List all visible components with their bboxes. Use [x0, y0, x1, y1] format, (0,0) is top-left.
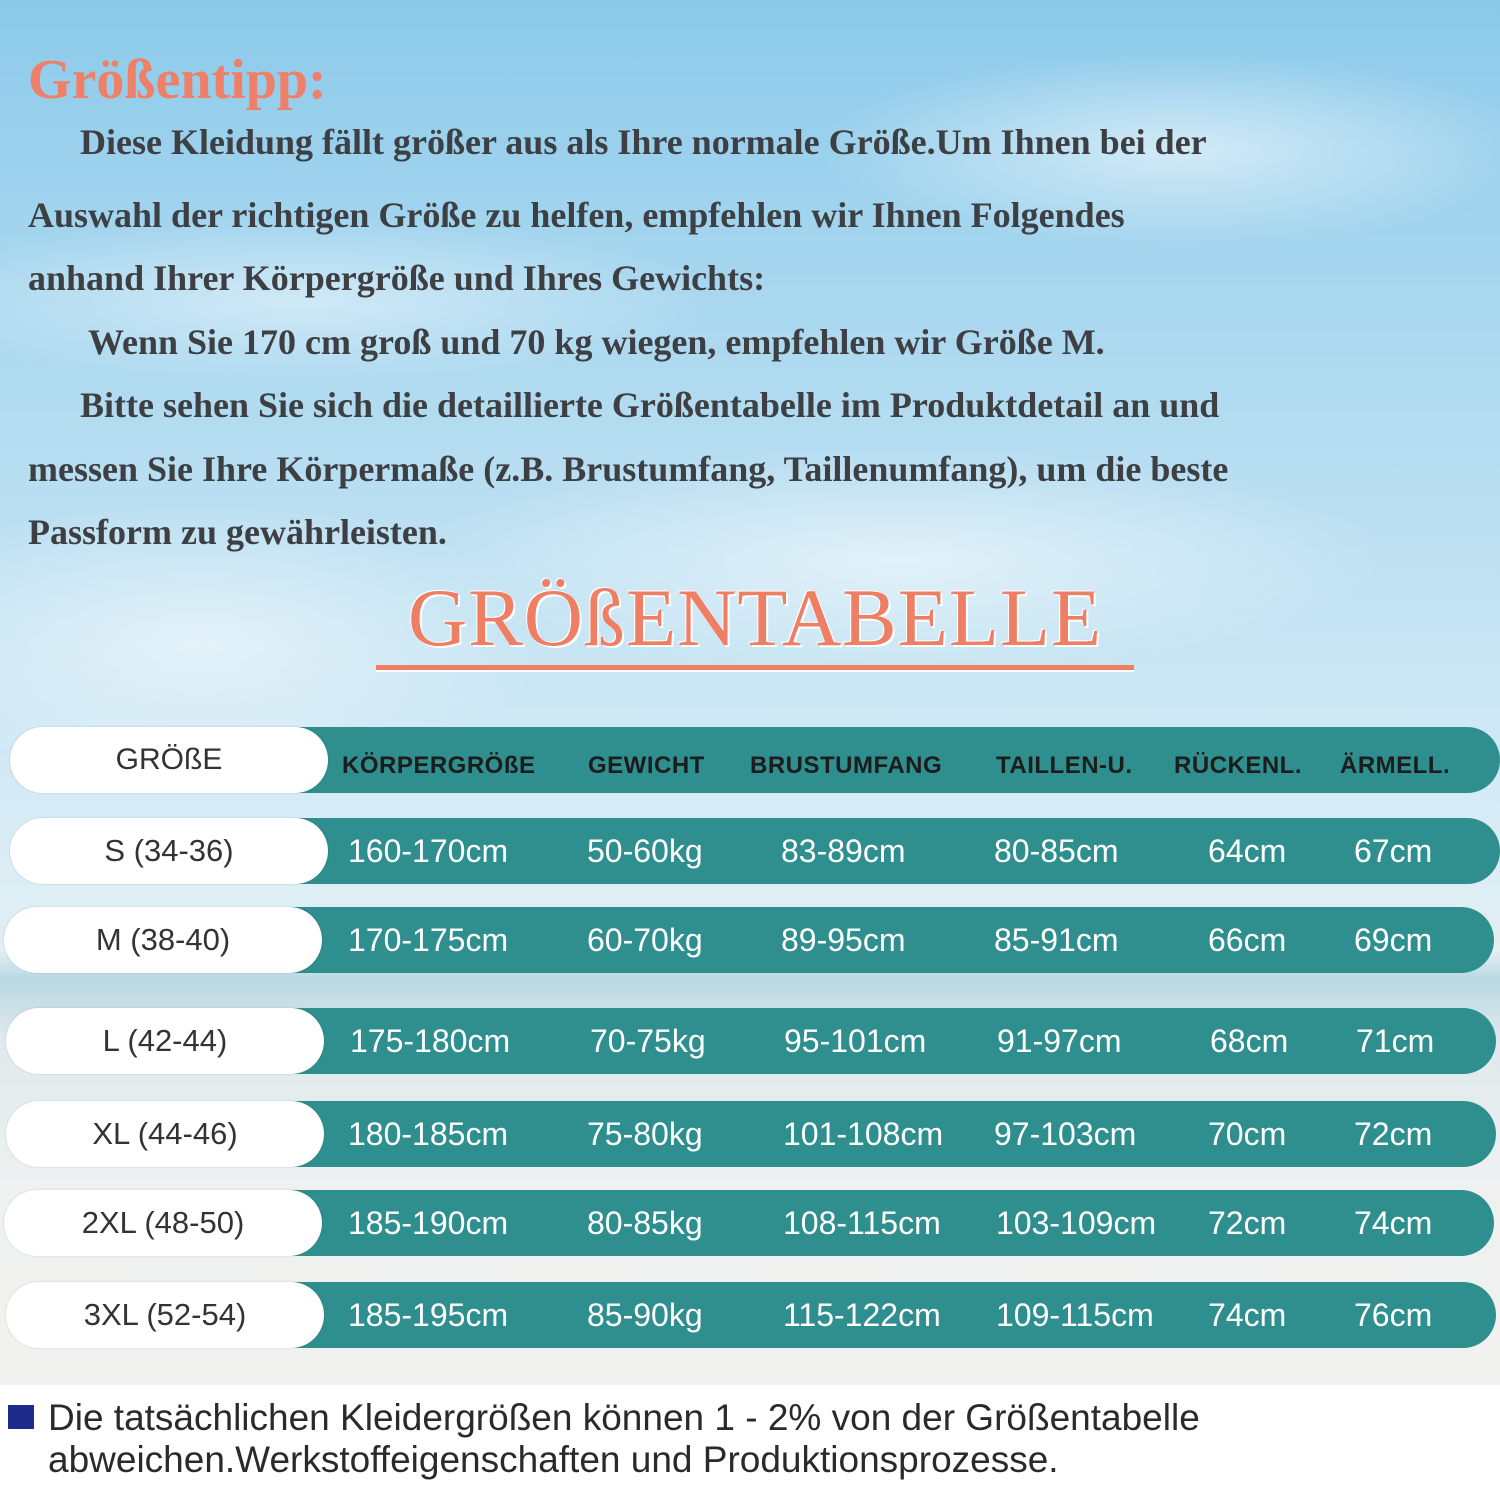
header-height: KÖRPERGRÖßE: [342, 752, 536, 779]
weight-cell: 80-85kg: [587, 1205, 703, 1241]
sleeve-length-cell: 76cm: [1354, 1297, 1433, 1333]
heading-underline: [376, 665, 1134, 670]
chest-cell: 108-115cm: [783, 1205, 941, 1241]
back-length-cell: 72cm: [1208, 1205, 1287, 1241]
table-row: [6, 1282, 1496, 1348]
size-tip-title: Größentipp:: [28, 49, 327, 111]
tip-line-4: Wenn Sie 170 cm groß und 70 kg wiegen, empfehlen wir Größe M.: [88, 322, 1105, 362]
waist-cell: 97-103cm: [994, 1116, 1137, 1152]
sleeve-length-cell: 67cm: [1354, 833, 1433, 869]
back-length-cell: 64cm: [1208, 833, 1287, 869]
height-cell: 170-175cm: [348, 922, 509, 958]
size-cell: XL (44-46): [6, 1101, 324, 1167]
table-row: [6, 1101, 1496, 1167]
tip-line-1: Diese Kleidung fällt größer aus als Ihre normale Größe.Um Ihnen bei der: [80, 122, 1207, 162]
header-sleeve-length: ÄRMELL.: [1340, 752, 1451, 779]
size-cell: S (34-36): [10, 818, 328, 884]
height-cell: 160-170cm: [348, 833, 509, 869]
waist-cell: 91-97cm: [997, 1023, 1122, 1059]
chest-cell: 115-122cm: [783, 1297, 941, 1333]
chest-cell: 95-101cm: [784, 1023, 927, 1059]
table-row: [4, 907, 1494, 973]
chest-cell: 83-89cm: [781, 833, 906, 869]
height-cell: 175-180cm: [350, 1023, 511, 1059]
table-header-row: [10, 727, 1500, 793]
back-length-cell: 70cm: [1208, 1116, 1287, 1152]
footer-line-1: Die tatsächlichen Kleidergrößen können 1 - 2% von der Größentabelle: [48, 1397, 1200, 1438]
chest-cell: 89-95cm: [781, 922, 906, 958]
footer-line-2: abweichen.Werkstoffeigenschaften und Produktionsprozesse.: [48, 1439, 1059, 1480]
waist-cell: 85-91cm: [994, 922, 1119, 958]
square-bullet-icon: [8, 1405, 34, 1429]
waist-cell: 80-85cm: [994, 833, 1119, 869]
weight-cell: 75-80kg: [587, 1116, 703, 1152]
weight-cell: 85-90kg: [587, 1297, 703, 1333]
table-row: [10, 818, 1500, 884]
footer-note-text: [48, 1397, 1200, 1481]
size-cell: L (42-44): [6, 1008, 324, 1074]
header-chest: BRUSTUMFANG: [750, 752, 943, 779]
waist-cell: 109-115cm: [996, 1297, 1154, 1333]
size-chart-title: GRÖßENTABELLE: [407, 572, 1103, 663]
header-size: GRÖßE: [10, 727, 328, 793]
weight-cell: 70-75kg: [590, 1023, 706, 1059]
back-length-cell: 66cm: [1208, 922, 1287, 958]
sleeve-length-cell: 69cm: [1354, 922, 1433, 958]
header-back-length: RÜCKENL.: [1174, 752, 1302, 779]
tip-line-5: Bitte sehen Sie sich die detaillierte Größentabelle im Produktdetail an und: [80, 385, 1220, 425]
tip-line-6: messen Sie Ihre Körpermaße (z.B. Brustumfang, Taillenumfang), um die beste: [28, 449, 1229, 489]
tip-line-3: anhand Ihrer Körpergröße und Ihres Gewichts:: [28, 258, 766, 298]
size-chart-heading: [375, 572, 1135, 670]
header-weight: GEWICHT: [588, 752, 705, 779]
sleeve-length-cell: 74cm: [1354, 1205, 1433, 1241]
sleeve-length-cell: 72cm: [1354, 1116, 1433, 1152]
waist-cell: 103-109cm: [996, 1205, 1157, 1241]
header-waist: TAILLEN-U.: [996, 752, 1133, 779]
size-cell: M (38-40): [4, 907, 322, 973]
table-row: [6, 1008, 1496, 1074]
sleeve-length-cell: 71cm: [1356, 1023, 1435, 1059]
table-row: [4, 1190, 1494, 1256]
height-cell: 185-195cm: [348, 1297, 509, 1333]
back-length-cell: 74cm: [1208, 1297, 1287, 1333]
weight-cell: 50-60kg: [587, 833, 703, 869]
back-length-cell: 68cm: [1210, 1023, 1289, 1059]
footer-note: [0, 1385, 1500, 1485]
tip-line-2: Auswahl der richtigen Größe zu helfen, empfehlen wir Ihnen Folgendes: [28, 195, 1125, 235]
tip-line-7: Passform zu gewährleisten.: [28, 512, 447, 552]
weight-cell: 60-70kg: [587, 922, 703, 958]
size-cell: 3XL (52-54): [6, 1282, 324, 1348]
height-cell: 180-185cm: [348, 1116, 509, 1152]
size-cell: 2XL (48-50): [4, 1190, 322, 1256]
height-cell: 185-190cm: [348, 1205, 509, 1241]
chest-cell: 101-108cm: [783, 1116, 944, 1152]
